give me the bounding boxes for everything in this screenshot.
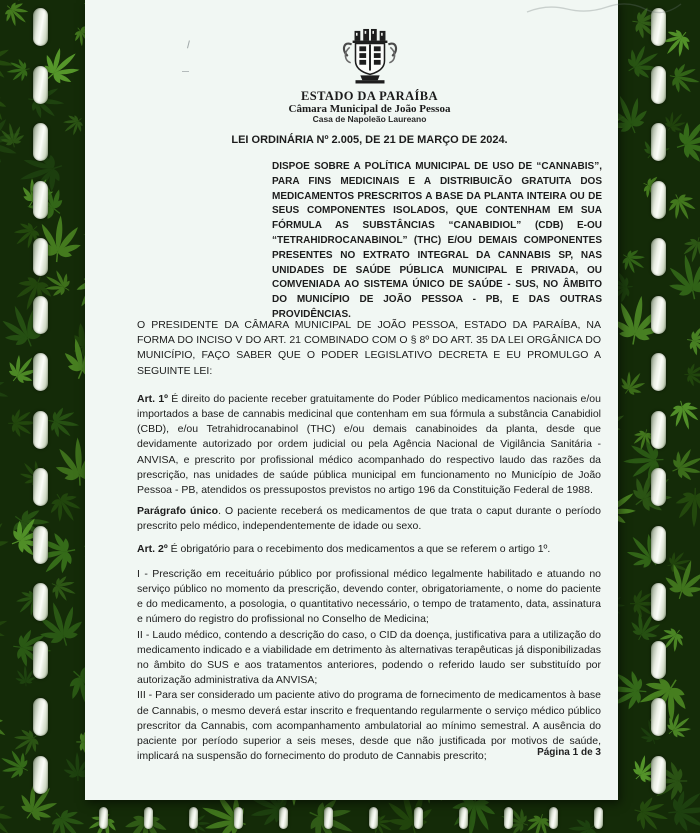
pill-capsule-icon (651, 411, 666, 449)
pill-capsule-icon (33, 353, 48, 391)
law-title: LEI ORDINÁRIA Nº 2.005, DE 21 DE MARÇO DE 2024. (231, 134, 508, 146)
pill-capsule-icon (33, 123, 48, 161)
pill-capsule-icon (369, 807, 378, 829)
document-body (137, 318, 601, 764)
pill-capsule-icon (651, 66, 666, 104)
coat-of-arms-icon (338, 28, 402, 86)
pill-capsule-icon (33, 641, 48, 679)
pill-capsule-icon (33, 296, 48, 334)
page-number: Página 1 de 3 (537, 747, 601, 758)
article-paragraph: Art. 2º É obrigatório para o recebimento dos medicamentos a que se referem o artigo 1º. (137, 542, 551, 555)
pill-capsule-icon (33, 181, 48, 219)
law-summary: DISPOE SOBRE A POLÍTICA MUNICIPAL DE USO DE “CANNABIS”, PARA FINS MEDICINAIS E A DISTRIBUICÃO GRATUITA DOS MEDICAMENTOS PRESCRITOS A BASE DA PLANTA INTEIRA OU DE SEUS COMPONENTES ISOLADOS, QUE CONTENHAM EM SUA FÓRMULA AS SUBSTÂNCIAS “CANABIDIOL” (CDB) E-OU “TETRAHIDROCANABINOL” (THC) E/OU DEMAIS COMPONENTES PRESENTES NO EXTRATO INTEGRAL DA CANNABIS SP, NAS UNIDADES DE SAÚDE PÚBLICA MUNICIPAL E PRIVADA, OU COMVENIADA AO SISTEMA ÚNICO DE SAÚDE - SUS, NO ÂMBITO DO MUNICÍPIO DE JOÃO PESSOA - PB, E DAS OUTRAS PROVIDÊNCIAS. (272, 161, 602, 320)
pill-capsule-icon (549, 807, 558, 829)
pill-capsule-icon (33, 698, 48, 736)
pill-capsule-icon (189, 807, 198, 829)
pill-capsule-icon (651, 756, 666, 794)
header-house: Casa de Napoleão Laureano (312, 114, 427, 125)
inciso-paragraph: III - Para ser considerado um paciente ativo do programa de fornecimento de medicamentos à base de Cannabis, o mesmo deverá estar inscrito e frequentando regularmente o serviço médico público prescritor da Cannabis, com acompanhamento ambulatorial ao mínimo semestral. A ausência do paciente por período superior a seis meses, desde que não justificada por motivos de saúde, implicará na suspensão do fornecimento do produto de Cannabis prescrito; (137, 689, 602, 763)
pill-capsule-icon (651, 641, 666, 679)
pill-capsule-icon (504, 807, 513, 829)
pill-capsule-icon (33, 8, 48, 46)
document-page (85, 0, 618, 800)
pill-capsule-icon (414, 807, 423, 829)
pill-capsule-icon (279, 807, 288, 829)
document-header (121, 28, 618, 125)
incisos (137, 567, 601, 765)
inciso-paragraph: I - Prescrição em receituário público por profissional médico legalmente habilitado e atuando no serviço público no momento da prescrição, devendo conter, obrigatoriamente, o nome do paciente e do medicamento, a posologia, o quantitativo necessário, o tempo de tratamento, data, assinatura e número do registro do profissional no Conselho de Medicina; (137, 567, 601, 626)
pill-capsule-icon (33, 756, 48, 794)
pill-capsule-icon (324, 807, 333, 829)
inciso-paragraph: II - Laudo médico, contendo a descrição do caso, o CID da doença, justificativa para a utilização do medicamento indicado e a viabilidade em detrimento às alternativas terapêuticas já disponibilizadas no âmbito do SUS e aos tratamentos anteriores, podendo o referido laudo ser substituído por autorização administrativa da ANVISA; (137, 628, 602, 687)
pill-capsule-icon (651, 353, 666, 391)
preamble: O PRESIDENTE DA CÂMARA MUNICIPAL DE JOÃO PESSOA, ESTADO DA PARAÍBA, NA FORMA DO INCISO V DO ART. 21 COMBINADO COM O § 8º DO ART. 35 DA LEI ORGÂNICA DO MUNICÍPIO, FAÇO SABER QUE O PODER LEGISLATIVO DECRETA E EU PROMULGO A SEGUINTE LEI: (137, 319, 601, 377)
pill-capsule-icon (651, 583, 666, 621)
pill-capsule-icon (651, 698, 666, 736)
pill-capsule-icon (33, 66, 48, 104)
header-state: ESTADO DA PARAÍBA (301, 89, 438, 103)
article-paragraph: Parágrafo único. O paciente receberá os medicamentos de que trata o caput durante o período prescrito pelo médico, independentemente de idade ou sexo. (137, 505, 601, 533)
articles (137, 392, 601, 557)
pill-capsule-icon (33, 526, 48, 564)
article-paragraph: Art. 1º É direito do paciente receber gratuitamente do Poder Público medicamentos nacionais e/ou importados a base de cannabis medicinal que contenham em sua fórmula a substância Canabidiol (CBD), e/ou Tetrahidrocanabinol (THC) e/ou demais canabinoides da planta, desde que devidamente autorizado por ordem judicial ou pela Agência Nacional de Vigilância Sanitária - ANVISA, e prescrito por profissional médico acompanhado do respectivo laudo das razões da prescrição, nas unidades de saúde pública municipal em funcionamento no Município de João Pessoa - PB, atendidos os pressupostos previstos no artigo 196 da Constituição Federal de 1988. (137, 392, 601, 497)
pill-capsule-icon (651, 8, 666, 46)
pill-capsule-icon (651, 123, 666, 161)
pill-capsule-icon (651, 526, 666, 564)
article-prefix: Art. 2º (137, 542, 168, 555)
pill-capsule-icon (651, 296, 666, 334)
pill-capsule-icon (651, 468, 666, 506)
pill-capsule-icon (33, 411, 48, 449)
pill-capsule-icon (234, 807, 243, 829)
pill-capsule-icon (459, 807, 468, 829)
article-prefix: Parágrafo único (137, 505, 219, 518)
pill-capsule-icon (144, 807, 153, 829)
article-prefix: Art. 1º (137, 392, 169, 405)
pill-capsule-icon (651, 181, 666, 219)
pill-capsule-icon (33, 238, 48, 276)
pill-capsule-icon (651, 238, 666, 276)
pill-capsule-icon (594, 807, 603, 829)
pill-capsule-icon (99, 807, 108, 829)
pill-capsule-icon (33, 583, 48, 621)
pill-capsule-icon (33, 468, 48, 506)
header-chamber: Câmara Municipal de João Pessoa (288, 103, 451, 115)
